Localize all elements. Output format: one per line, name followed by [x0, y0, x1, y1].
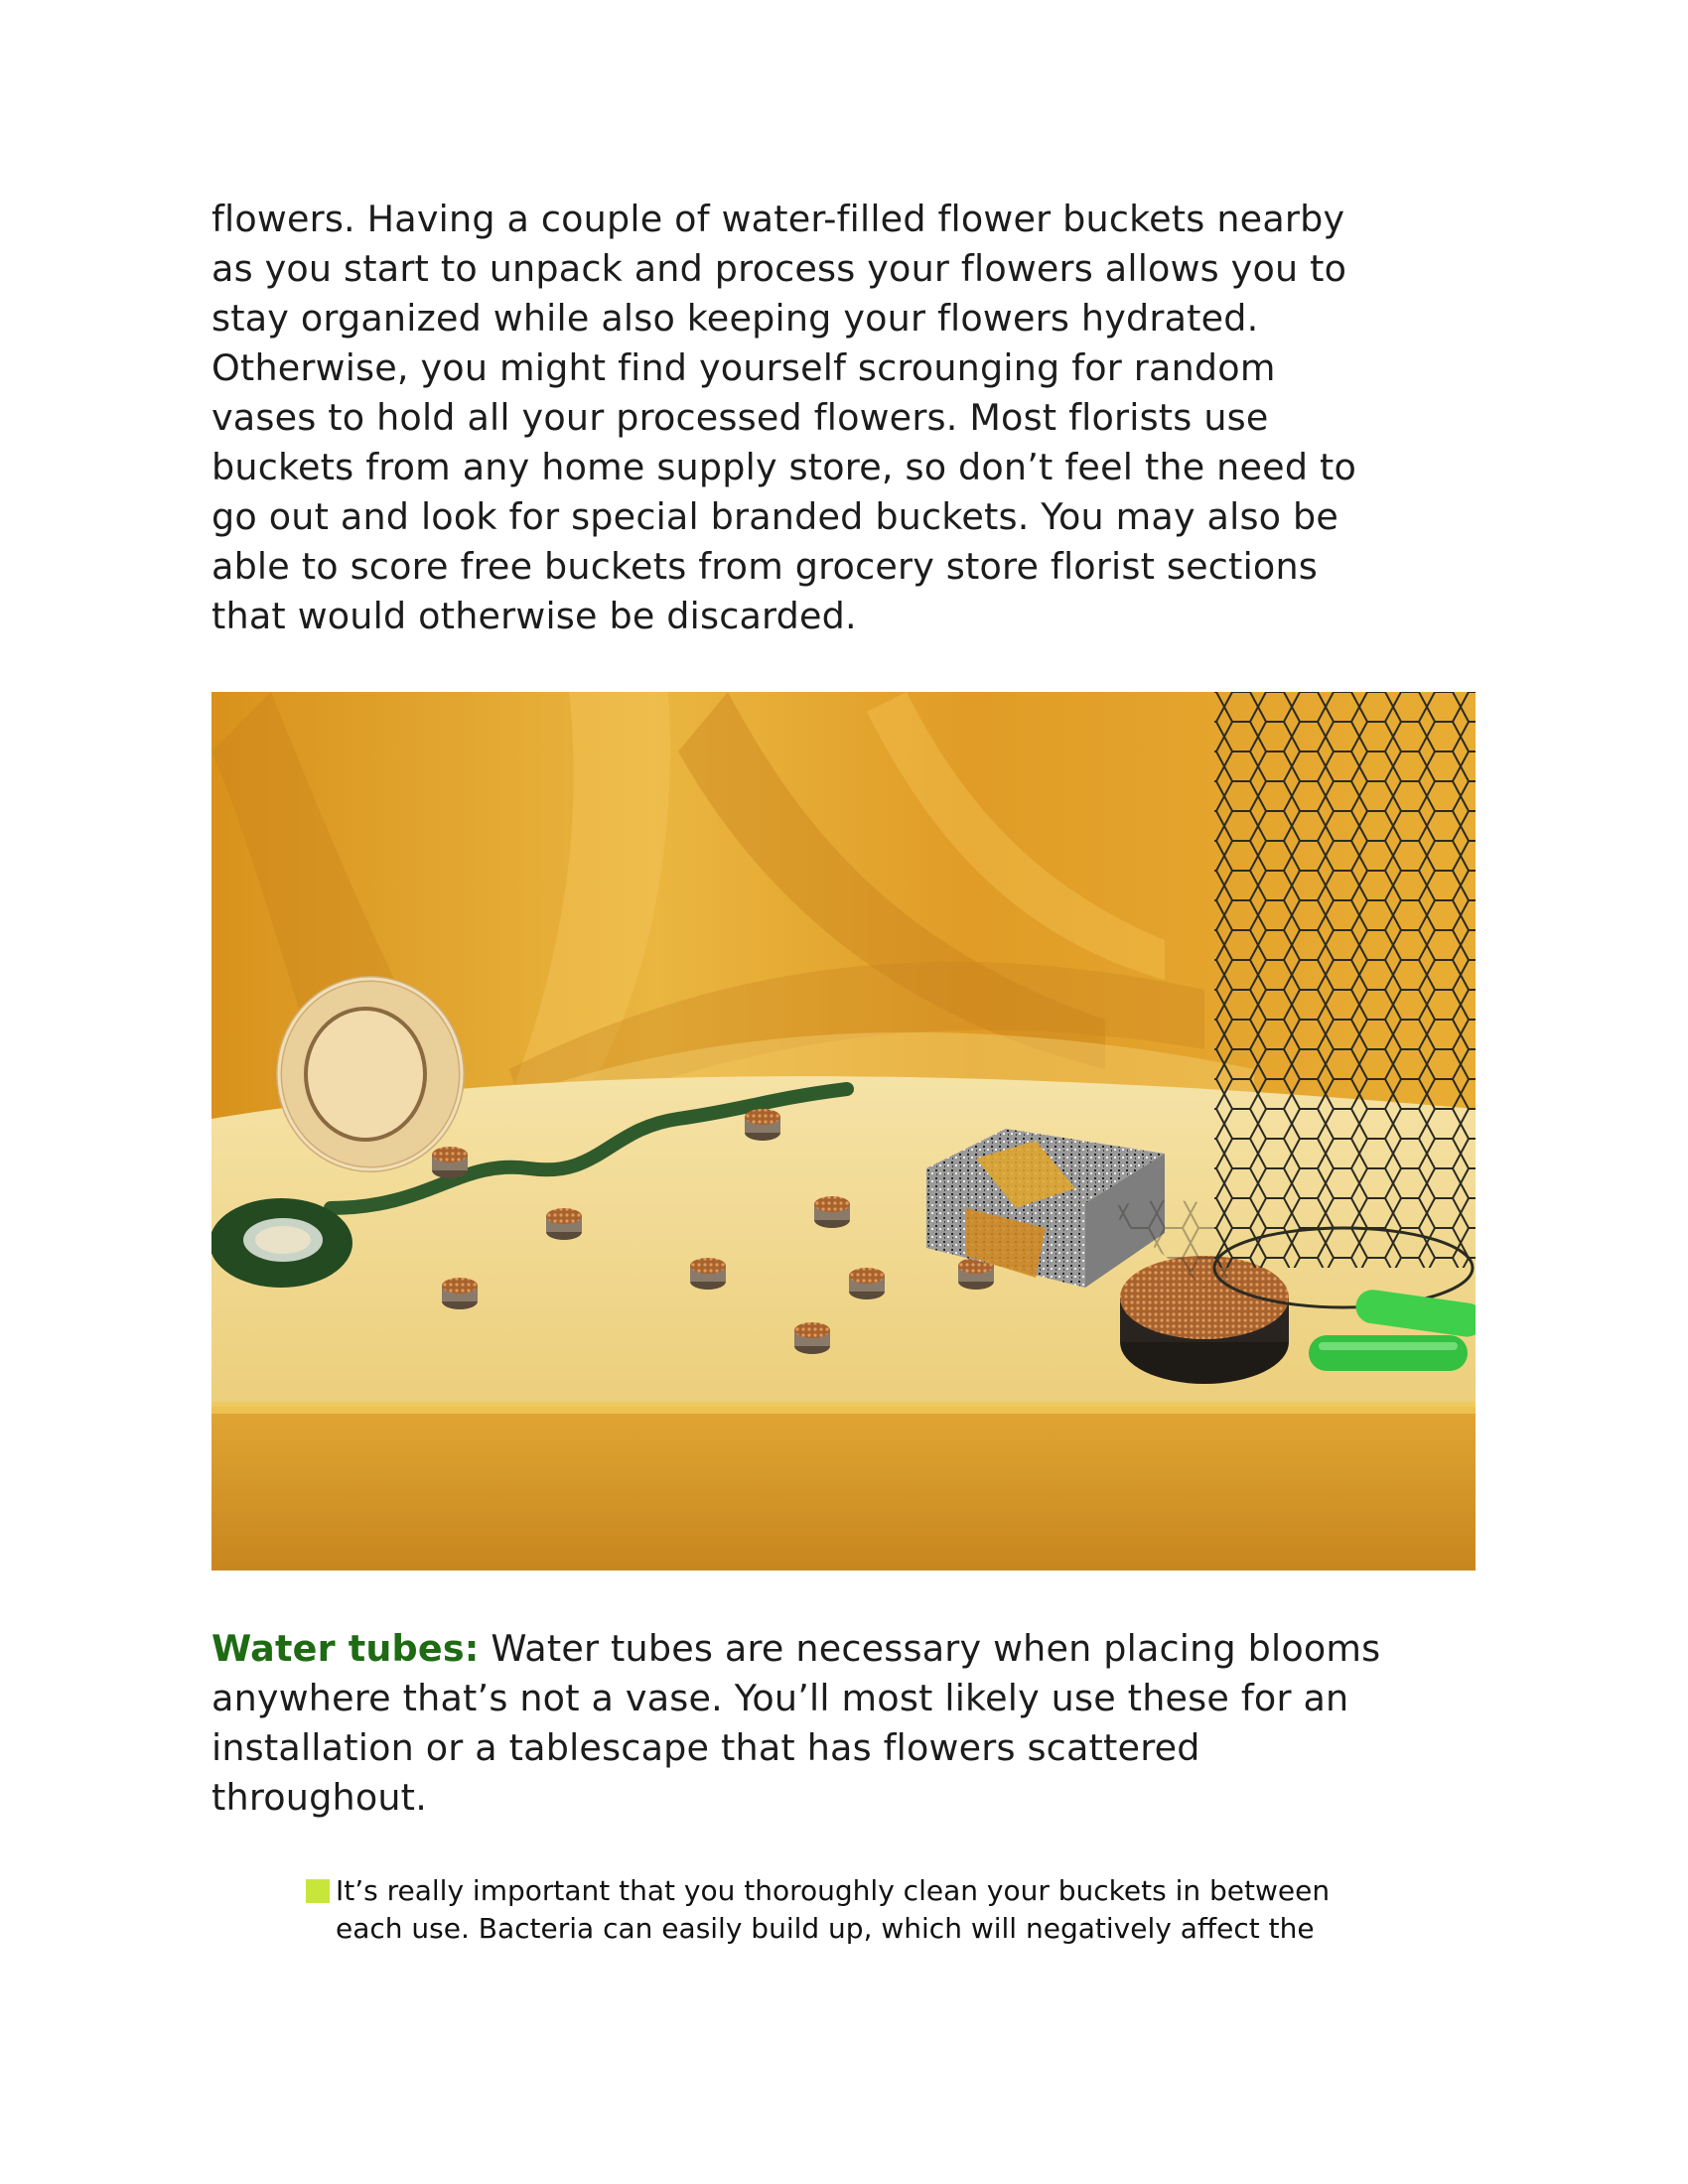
intro-line: stay organized while also keeping your flowers hydrated. [211, 297, 1259, 340]
water-tubes-paragraph [211, 1624, 1492, 1823]
intro-line: Otherwise, you might find yourself scrounging for random [211, 346, 1276, 389]
water-tubes-line: Water tubes are necessary when placing blooms [479, 1627, 1381, 1670]
water-tubes-term: Water tubes: [211, 1627, 480, 1670]
intro-line: flowers. Having a couple of water-filled flower buckets nearby [211, 198, 1345, 240]
water-tubes-line: throughout. [211, 1776, 427, 1819]
tip-callout [306, 1872, 1428, 1948]
tip-line: each use. Bacteria can easily build up, which will negatively affect the [336, 1912, 1315, 1945]
floral-supplies-photo [211, 692, 1476, 1570]
intro-line: go out and look for special branded buckets. You may also be [211, 495, 1339, 538]
water-tubes-line: installation or a tablescape that has flowers scattered [211, 1726, 1200, 1769]
tip-marker-icon [306, 1879, 330, 1903]
intro-line: able to score free buckets from grocery store florist sections [211, 545, 1318, 588]
intro-line: vases to hold all your processed flowers. Most florists use [211, 396, 1269, 439]
intro-paragraph [211, 195, 1492, 641]
intro-line: buckets from any home supply store, so don’t feel the need to [211, 446, 1357, 488]
intro-line: as you start to unpack and process your flowers allows you to [211, 247, 1347, 290]
intro-line: that would otherwise be discarded. [211, 595, 857, 637]
water-tubes-line: anywhere that’s not a vase. You’ll most likely use these for an [211, 1677, 1349, 1719]
tip-line: It’s really important that you thoroughly clean your buckets in between [336, 1874, 1331, 1907]
